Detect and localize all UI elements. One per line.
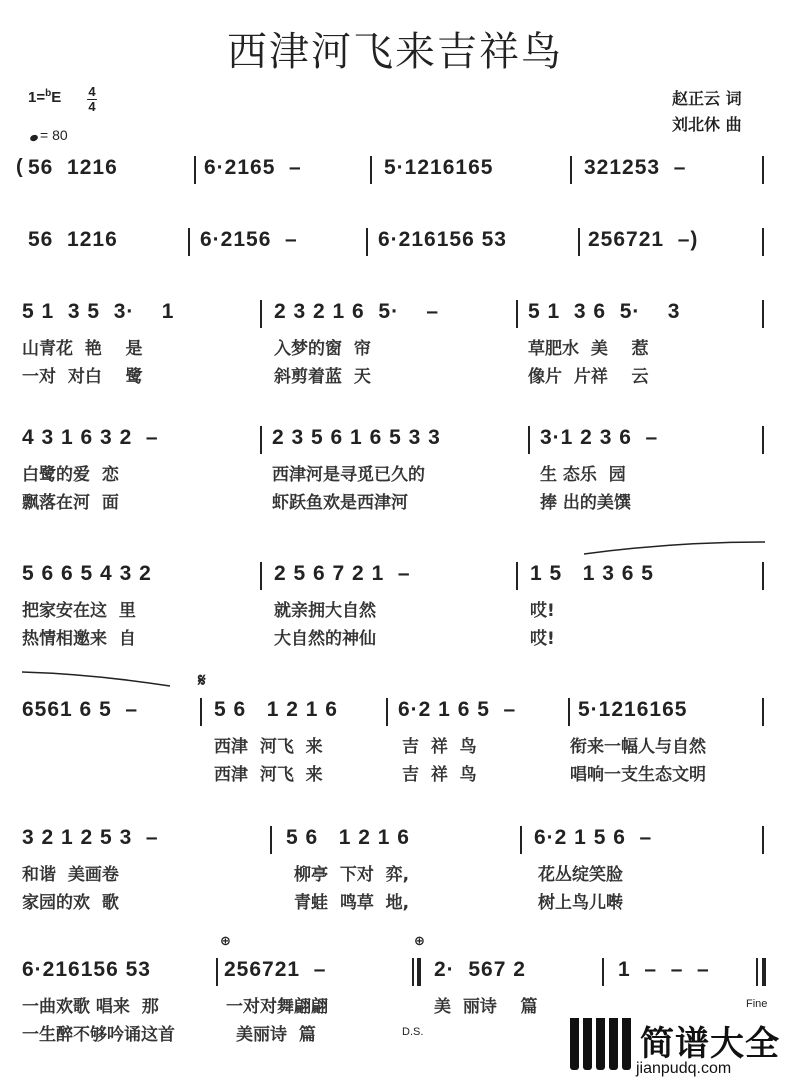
measure: 2 5 6 7 2 1 – xyxy=(274,562,411,585)
logo-brand: 简谱大全 xyxy=(640,1024,780,1064)
barline xyxy=(756,958,758,986)
site-logo xyxy=(556,1010,786,1082)
measure: 6·2165 – xyxy=(204,156,302,179)
barline xyxy=(762,228,764,256)
lyric-verse-1: 哎! xyxy=(530,601,555,621)
open-paren: ( xyxy=(16,156,24,178)
lyric-verse-2: 像片 片祥 云 xyxy=(528,367,649,387)
measure: 2 3 2 1 6 5· – xyxy=(274,300,440,323)
credits xyxy=(672,86,742,138)
lyric-verse-1: 吉 祥 鸟 xyxy=(402,737,477,757)
barline xyxy=(366,228,368,256)
lyricist: 赵正云 词 xyxy=(672,89,742,108)
lyric-verse-1: 就亲拥大自然 xyxy=(274,601,376,621)
lyric-verse-2: 热情相邀来 自 xyxy=(22,629,136,649)
measure: 6561 6 5 – xyxy=(22,698,139,721)
quarter-note-icon xyxy=(29,134,39,142)
time-signature: 4 4 xyxy=(88,84,96,114)
lyric-verse-1: 一曲欢歌 唱来 那 xyxy=(22,997,159,1017)
lyric-verse-1: 入梦的窗 帘 xyxy=(274,339,371,359)
measure: 6·216156 53 xyxy=(378,228,507,251)
lyric-verse-1: 衔来一幅人与自然 xyxy=(570,737,706,757)
lyric-verse-1: 西津河是寻觅已久的 xyxy=(272,465,425,485)
measure: 2 3 5 6 1 6 5 3 3 xyxy=(272,426,441,449)
measure: 6·2 1 5 6 – xyxy=(534,826,653,849)
segno-icon: 𝄋 xyxy=(198,670,206,691)
lyric-verse-2: 吉 祥 鸟 xyxy=(402,765,477,785)
barline xyxy=(188,228,190,256)
barline xyxy=(216,958,218,986)
measure: 5 6 6 5 4 3 2 xyxy=(22,562,152,585)
ds-marking: D.S. xyxy=(402,1026,424,1038)
barline xyxy=(602,958,604,986)
barline xyxy=(200,698,202,726)
lyric-verse-2: 一对 对白 鹭 xyxy=(22,367,143,387)
measure: 321253 – xyxy=(584,156,687,179)
lyric-verse-2: 树上鸟儿啭 xyxy=(538,893,623,913)
page-title: 西津河飞来吉祥鸟 xyxy=(227,29,563,75)
lyric-verse-2: 一生醉不够吟诵这首 xyxy=(22,1025,175,1045)
slur xyxy=(582,540,767,556)
lyric-verse-2: 家园的欢 歌 xyxy=(22,893,119,913)
lyric-verse-2: 虾跃鱼欢是西津河 xyxy=(272,493,408,513)
barline xyxy=(516,300,518,328)
lyric-verse-1: 生 态乐 园 xyxy=(540,465,626,485)
barline xyxy=(260,562,262,590)
key-signature: 1=$^b$E xyxy=(28,88,62,106)
barline xyxy=(412,958,414,986)
barline xyxy=(570,156,572,184)
measure: 6·2156 – xyxy=(200,228,298,251)
score-line-4 xyxy=(22,426,770,516)
barline xyxy=(370,156,372,184)
measure: 3 2 1 2 5 3 – xyxy=(22,826,159,849)
fine-marking: Fine xyxy=(746,998,768,1010)
lyric-verse-2: 捧 出的美馔 xyxy=(540,493,631,513)
barline xyxy=(260,426,262,454)
score-line-1 xyxy=(16,152,770,192)
barline xyxy=(762,562,764,590)
lyric-verse-1: 柳亭 下对 弈, xyxy=(294,865,410,885)
lyric-verse-1: 山青花 艳 是 xyxy=(22,339,143,359)
measure: 5 6 1 2 1 6 xyxy=(286,826,410,849)
barline xyxy=(762,300,764,328)
lyric-verse-2: 唱响一支生态文明 xyxy=(570,765,706,785)
barline xyxy=(194,156,196,184)
measure: 56 1216 xyxy=(28,156,118,179)
score-line-2 xyxy=(22,224,770,264)
lyric-verse-1: 把家安在这 里 xyxy=(22,601,136,621)
lyric-verse-1: 花丛绽笑脸 xyxy=(538,865,623,885)
measure: 2· 567 2 xyxy=(434,958,526,981)
measure: 1 5 1 3 6 5 xyxy=(530,562,654,585)
score-line-7 xyxy=(22,826,770,916)
lyric-verse-2: 美丽诗 篇 xyxy=(236,1025,316,1045)
lyric-verse-2: 大自然的神仙 xyxy=(274,629,376,649)
final-barline xyxy=(762,958,766,986)
lyric-verse-1: 一对对舞翩翩 xyxy=(226,997,328,1017)
measure: 256721 –) xyxy=(588,228,699,251)
measure: 4 3 1 6 3 2 – xyxy=(22,426,159,449)
tempo-marking: = 80 xyxy=(30,127,68,143)
barline xyxy=(520,826,522,854)
measure: 3·1 2 3 6 – xyxy=(540,426,659,449)
barline-thick xyxy=(417,958,421,986)
score-line-6 xyxy=(22,670,770,788)
slur xyxy=(22,668,172,688)
barline xyxy=(578,228,580,256)
measure: 6·2 1 6 5 – xyxy=(398,698,517,721)
lyric-verse-1: 白鹭的爱 恋 xyxy=(22,465,119,485)
measure: 5 1 3 6 5· 3 xyxy=(528,300,681,323)
score-line-3 xyxy=(22,300,770,390)
composer: 刘北休 曲 xyxy=(672,115,742,134)
lyric-verse-2: 斜剪着蓝 天 xyxy=(274,367,371,387)
score-line-5 xyxy=(22,562,770,652)
measure: 1 – – – xyxy=(618,958,710,981)
barline xyxy=(386,698,388,726)
barline xyxy=(762,698,764,726)
measure: 56 1216 xyxy=(28,228,118,251)
barline xyxy=(260,300,262,328)
coda-icon: ⊕ xyxy=(220,934,231,949)
measure: 5·1216165 xyxy=(384,156,494,179)
barline xyxy=(516,562,518,590)
measure: 5 1 3 5 3· 1 xyxy=(22,300,175,323)
measure: 5·1216165 xyxy=(578,698,688,721)
measure: 5 6 1 2 1 6 xyxy=(214,698,338,721)
lyric-verse-2: 飘落在河 面 xyxy=(22,493,119,513)
lyric-verse-1: 西津 河飞 来 xyxy=(214,737,323,757)
lyric-verse-1: 草肥水 美 惹 xyxy=(528,339,649,359)
coda-icon: ⊕ xyxy=(414,934,425,949)
logo-url: jianpudq.com xyxy=(636,1060,732,1077)
lyric-verse-2: 青蛙 鸣草 地, xyxy=(294,893,410,913)
lyric-verse-1: 和谐 美画卷 xyxy=(22,865,119,885)
lyric-verse-2: 哎! xyxy=(530,629,555,649)
lyric-verse-2: 西津 河飞 来 xyxy=(214,765,323,785)
barline xyxy=(762,826,764,854)
measure: 256721 – xyxy=(224,958,327,981)
barline xyxy=(568,698,570,726)
barline xyxy=(270,826,272,854)
measure: 6·216156 53 xyxy=(22,958,151,981)
barline xyxy=(528,426,530,454)
barline xyxy=(762,156,764,184)
piano-keys-icon xyxy=(570,1018,632,1070)
lyric-verse-1: 美 丽诗 篇 xyxy=(434,997,538,1017)
barline xyxy=(762,426,764,454)
